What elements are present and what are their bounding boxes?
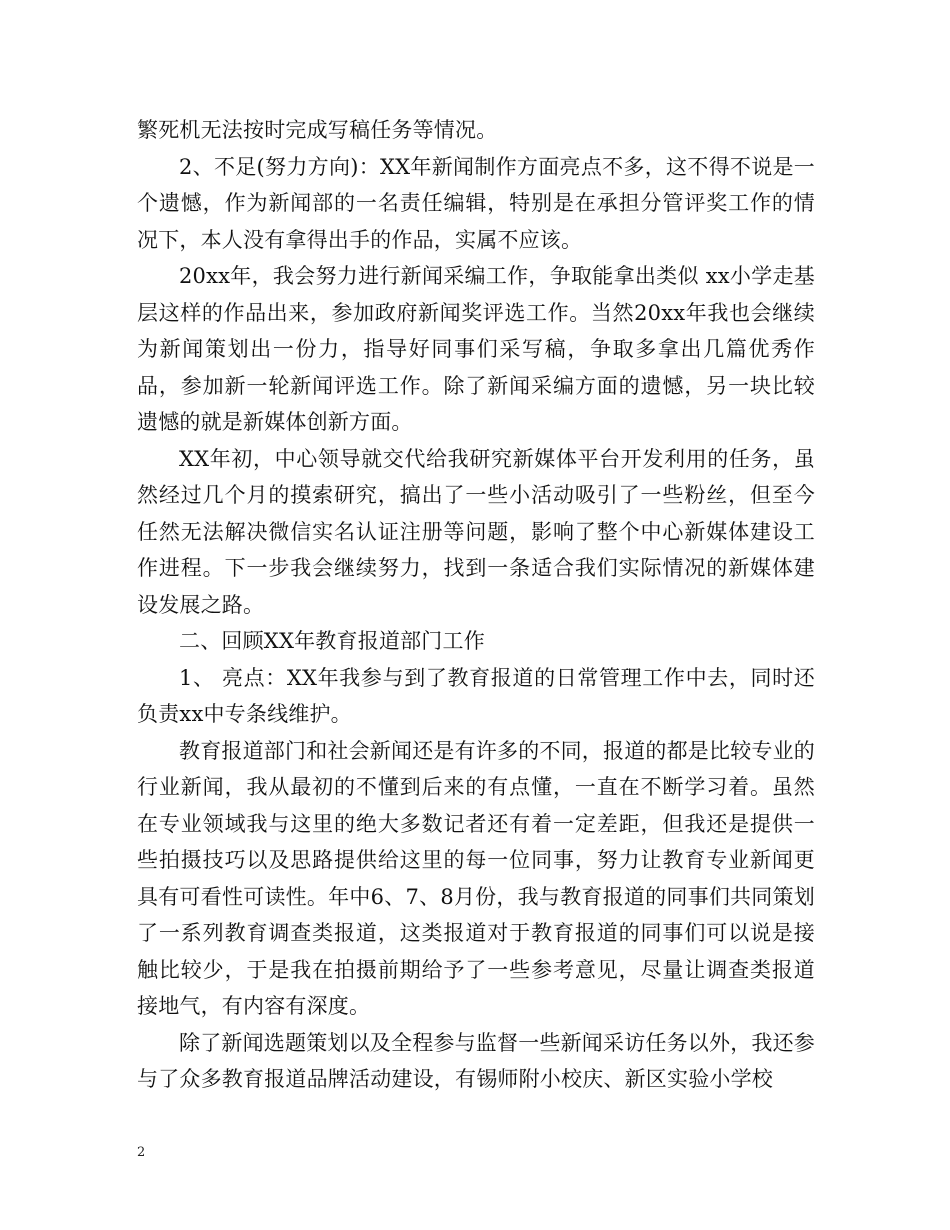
section-heading: 二、回顾XX年教育报道部门工作	[179, 629, 485, 653]
paragraph-3: 20xx年，我会努力进行新闻采编工作，争取能拿出类似 xx小学走基层这样的作品出来，参加政府新闻奖评选工作。当然20xx年我也会继续为新闻策划出一份力，指导好同事们采写稿，争取多拿出几篇优秀作品，参加新一轮新闻评选工作。除了新闻采编方面的遗憾，另一块比较遗憾的就是新媒体创新方面。	[137, 264, 815, 434]
document-body	[137, 112, 815, 1098]
paragraph-7: 教育报道部门和社会新闻还是有许多的不同，报道的都是比较专业的行业新闻，我从最初的不懂到后来的有点懂，一直在不断学习着。虽然在专业领域我与这里的绝大多数记者还有着一定差距，但我还是提供一些拍摄技巧以及思路提供给这里的每一位同事，努力让教育专业新闻更具有可看性可读性。年中6、7、8月份，我与教育报道的同事们共同策划了一系列教育调查类报道，这类报道对于教育报道的同事们可以说是接触比较少，于是我在拍摄前期给予了一些参考意见，尽量让调查类报道接地气，有内容有深度。	[137, 738, 815, 1018]
paragraph-6: 1、 亮点：XX年我参与到了教育报道的日常管理工作中去，同时还负责xx中专条线维护。	[137, 665, 815, 726]
paragraph-2: 2、不足(努力方向)：XX年新闻制作方面亮点不多，这不得不说是一个遗憾，作为新闻部的一名责任编辑，特别是在承担分管评奖工作的情况下，本人没有拿得出手的作品，实属不应该。	[137, 154, 815, 252]
paragraph-8: 除了新闻选题策划以及全程参与监督一些新闻采访任务以外，我还参与了众多教育报道品牌活动建设，有锡师附小校庆、新区实验小学校	[137, 1030, 815, 1091]
paragraph-1: 繁死机无法按时完成写稿任务等情况。	[137, 118, 498, 142]
page-number: 2	[137, 1145, 146, 1160]
paragraph-4: XX年初，中心领导就交代给我研究新媒体平台开发利用的任务，虽然经过几个月的摸索研究，搞出了一些小活动吸引了一些粉丝，但至今任然无法解决微信实名认证注册等问题，影响了整个中心新媒体建设工作进程。下一步我会继续努力，找到一条适合我们实际情况的新媒体建设发展之路。	[137, 446, 815, 617]
